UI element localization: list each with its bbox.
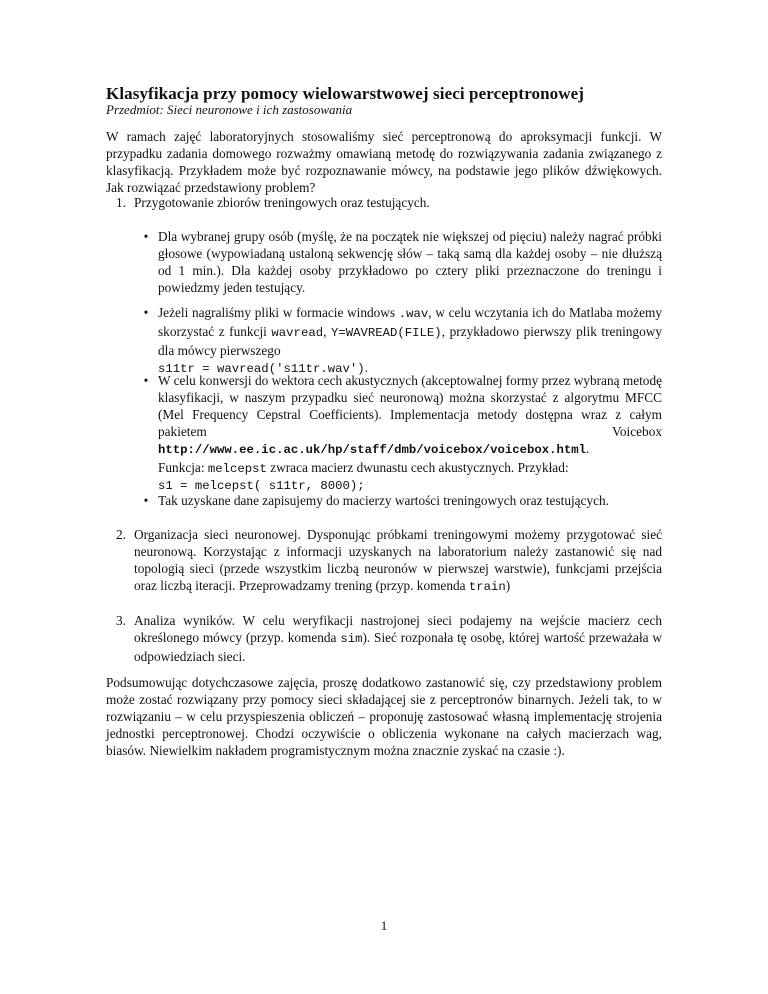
page-number: 1 [380,918,388,933]
code-inline: .wav [398,307,429,321]
code-inline: Y=WAVREAD(FILE) [330,326,442,340]
bullet-icon: • [143,229,149,244]
step-text [134,526,662,596]
step-number: 2. [116,527,126,542]
bullet-text-part: Funkcja: [158,460,208,475]
code-inline: melcepst [207,462,267,476]
bullet-text-part: W celu konwersji do wektora cech akustycznych (akceptowalnej formy przez wybraną metodę klasyfikacji, w naszym przypadku sieć neuronową) można skorzystać z algorytmu MFCC (Mel Frequency Cepstral Coefficients). Implementacja metody dostępna wraz z całym pakietem Voicebox [158,373,662,439]
document-subtitle: Przedmiot: Sieci neuronowe i ich zastosowania [106,102,353,117]
step-text-part: ). Sieć rozponała tę osobę, której wartość przeważała w odpowiedziach sieci. [134,630,662,664]
bullet-text-part: . [586,441,590,456]
function-line [158,459,662,478]
code-inline: wavread [271,326,324,340]
bullet-text [158,372,662,495]
bullet-text: Dla wybranej grupy osób (myślę, że na początek nie większej od pięciu) należy nagrać próbki głosowe (wypowiadaną ustaloną sekwencję słów – taką samą dla każdej osoby – nie dłuższą od 1 min.). Dla każdej osoby przykładowo po cztery pliki przeznaczone do treningu i powiedzmy jeden testujący. [158,229,662,295]
voicebox-link[interactable]: http://www.ee.ic.ac.uk/hp/staff/dmb/voicebox/voicebox.html [158,443,587,457]
bullet-text-part: , przykładowo pierwszy plik treningowy dla mówcy pierwszego [158,324,662,358]
code-inline: sim [340,632,363,646]
bullet-text: Tak uzyskane dane zapisujemy do macierzy wartości treningowych oraz testujących. [158,493,609,508]
bullet-text-part: zwraca macierz dwunastu cech akustycznych. Przykład: [266,460,569,475]
step-text-part: Organizacja sieci neuronowej. Dysponując próbkami treningowymi możemy przygotować sieć neuronową. Korzystając z informacji uzyskanych na laboratorium należy zastanowić się nad topologią sieci (przede wszystkim liczbą neuronów w pierwszej warstwie), funkcjami przejścia oraz liczbą iteracji. Przeprowadzamy trening (przyp. komenda [134,527,662,593]
bullet-text-part: Jeżeli nagraliśmy pliki w formacie windows [158,305,399,320]
step-text [134,612,662,665]
step-text-part: ) [505,578,511,593]
bullet-text [158,304,662,378]
step-text-part: Analiza wyników. W celu weryfikacji nastrojonej sieci podajemy na wejście macierz cech określonego mówcy (przyp. komenda [134,613,662,645]
bullet-text-part: . [364,360,368,375]
bullet-icon: • [143,305,149,320]
intro-paragraph: W ramach zajęć laboratoryjnych stosowaliśmy sieć perceptronową do aproksymacji funkcji. W przypadku zadania domowego rozważmy omawianą metodę do rozwiązywania zadania związanego z klasyfikacją. Przykładem może być rozpoznawanie mówcy, na podstawie jego plików dźwiękowych. Jak rozwiązać przedstawiony problem? [106,129,662,195]
step-text: Przygotowanie zbiorów treningowych oraz testujących. [134,195,430,210]
summary-paragraph: Podsumowując dotychczasowe zajęcia, proszę dodatkowo zastanowić się, czy przedstawiony problem może zostać rozwiązany przy pomocy sieci składającej sie z perceptronów binarnych. Jeżeli tak, to w rozwiązaniu – w celu przyspieszenia obliczeń – proponuję zastosować własną implementację strojenia jednostki perceptronowej. Chodzi oczywiście o obliczenia wykonane na całych macierzach wag, biasów. Niewielkim nakładem programistycznym można znacznie zyskać na czasie :). [106,675,662,758]
bullet-text-part: , w celu wczytania ich do Matlaba możemy skorzystać z funkcji [158,305,663,339]
code-inline: s11tr = wavread('s11tr.wav') [158,362,365,376]
code-example: s1 = melcepst( s11tr, 8000); [158,479,365,493]
bullet-icon: • [143,373,149,388]
bullet-text-part: , [323,324,331,339]
step-number: 1. [116,195,126,210]
document-title: Klasyfikacja przy pomocy wielowarstwowej sieci perceptronowej [106,84,585,103]
step-number: 3. [116,613,126,628]
code-inline: train [468,580,506,594]
bullet-icon: • [143,493,149,508]
